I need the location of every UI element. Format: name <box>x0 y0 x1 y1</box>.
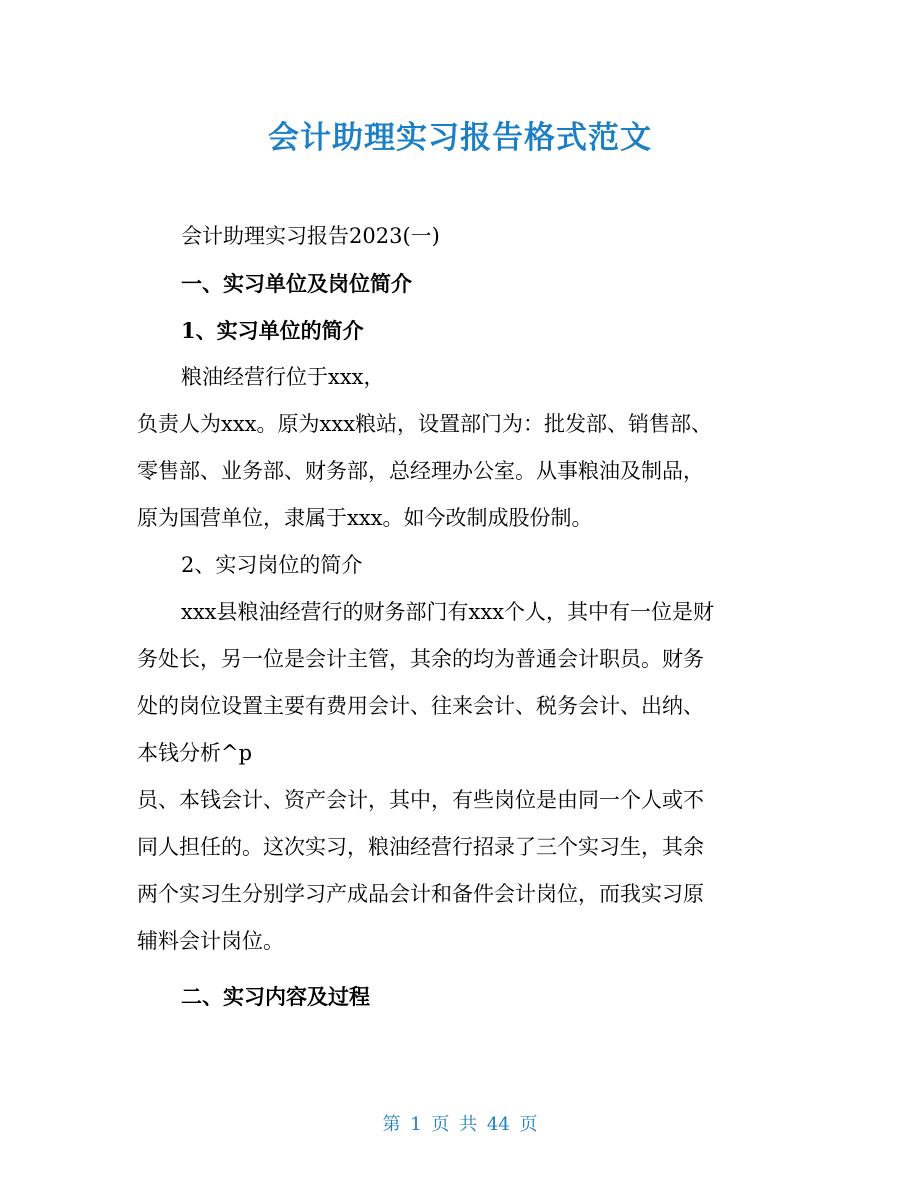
paragraph-line: 员、本钱会计、资产会计，其中，有些岗位是由同一个人或不 <box>137 788 704 812</box>
section-heading-1: 一、实习单位及岗位简介 <box>181 271 412 296</box>
paragraph-line: 本钱分析^p <box>137 741 253 765</box>
document-body <box>137 213 787 1020</box>
paragraph-line: 同人担任的。这次实习，粮油经营行招录了三个实习生，其余 <box>137 835 704 859</box>
report-subtitle: 会计助理实习报告2023(一) <box>181 224 440 248</box>
subsection-heading-1-1: 1、实习单位的简介 <box>181 318 364 343</box>
page-number-footer: 第 1 页 共 44 页 <box>382 1114 538 1135</box>
paragraph-line: 务处长，另一位是会计主管，其余的均为普通会计职员。财务 <box>137 647 704 671</box>
section-heading-2: 二、实习内容及过程 <box>181 984 370 1009</box>
paragraph-line: xxx县粮油经营行的财务部门有xxx个人，其中有一位是财 <box>181 600 715 624</box>
paragraph-line: 粮油经营行位于xxx， <box>181 365 385 389</box>
paragraph-line: 两个实习生分别学习产成品会计和备件会计岗位，而我实习原 <box>137 882 704 906</box>
paragraph-line: 负责人为xxx。原为xxx粮站，设置部门为：批发部、销售部、 <box>137 412 713 436</box>
paragraph-line: 处的岗位设置主要有费用会计、往来会计、税务会计、出纳、 <box>137 694 704 718</box>
paragraph-line: 辅料会计岗位。 <box>137 929 284 953</box>
subsection-heading-1-2: 2、实习岗位的简介 <box>181 553 363 577</box>
paragraph-line: 零售部、业务部、财务部，总经理办公室。从事粮油及制品， <box>137 459 704 483</box>
paragraph-line: 原为国营单位，隶属于xxx。如今改制成股份制。 <box>137 506 593 530</box>
document-title: 会计助理实习报告格式范文 <box>268 120 652 156</box>
